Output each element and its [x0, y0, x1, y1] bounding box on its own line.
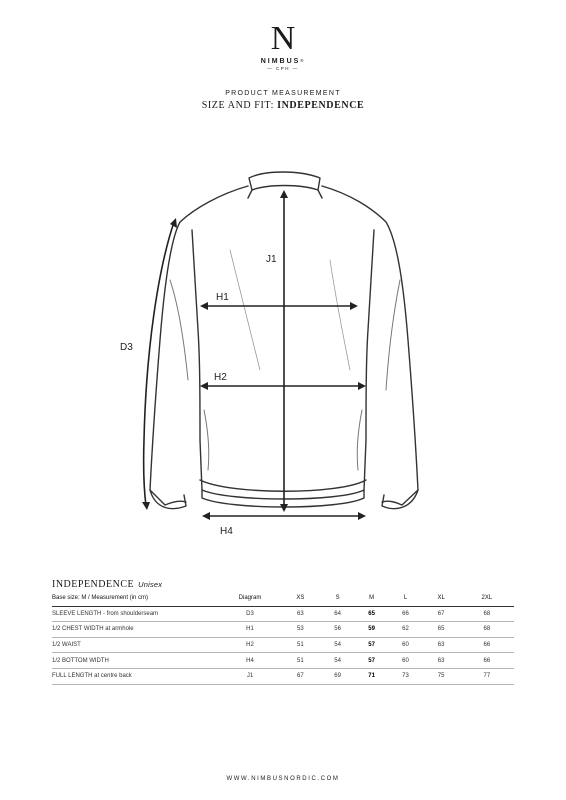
- row-label: 1/2 CHEST WIDTH at armhole: [52, 622, 220, 638]
- row-value: 68: [460, 622, 514, 638]
- size-table: [52, 591, 514, 685]
- size-header-2xl: 2XL: [460, 591, 514, 606]
- title-prefix: SIZE AND FIT:: [201, 100, 278, 111]
- row-value: 60: [389, 637, 423, 653]
- label-h1: H1: [216, 292, 229, 303]
- row-value: 69: [321, 668, 355, 684]
- table-header-row: [52, 591, 514, 606]
- row-value: 66: [460, 653, 514, 669]
- row-value: 63: [280, 606, 321, 622]
- table-row: [52, 606, 514, 622]
- row-value: 63: [422, 637, 459, 653]
- size-header-m: M: [355, 591, 389, 606]
- row-value: 60: [389, 653, 423, 669]
- size-header-s: S: [321, 591, 355, 606]
- row-value: 56: [321, 622, 355, 638]
- label-h2: H2: [214, 372, 227, 383]
- row-label: 1/2 BOTTOM WIDTH: [52, 653, 220, 669]
- footer-url: WWW.NIMBUSNORDIC.COM: [226, 776, 340, 782]
- row-value: 77: [460, 668, 514, 684]
- row-diagram-code: H1: [220, 622, 280, 638]
- row-value: 65: [422, 622, 459, 638]
- table-row: [52, 668, 514, 684]
- row-value: 62: [389, 622, 423, 638]
- row-value: 54: [321, 637, 355, 653]
- row-label: SLEEVE LENGTH - from shoulderseam: [52, 606, 220, 622]
- row-value: 51: [280, 637, 321, 653]
- label-j1: J1: [266, 254, 277, 265]
- row-value: 75: [422, 668, 459, 684]
- row-value: 57: [355, 637, 389, 653]
- row-diagram-code: H4: [220, 653, 280, 669]
- size-header-xl: XL: [422, 591, 459, 606]
- table-row: [52, 622, 514, 638]
- table-title: [52, 579, 162, 590]
- row-diagram-code: H2: [220, 637, 280, 653]
- title-product: INDEPENDENCE: [277, 100, 365, 111]
- row-value: 66: [389, 606, 423, 622]
- row-value: 54: [321, 653, 355, 669]
- row-value: 71: [355, 668, 389, 684]
- table-row: [52, 653, 514, 669]
- brand-name-text: NIMBUS: [260, 58, 301, 65]
- row-label: 1/2 WAIST: [52, 637, 220, 653]
- jacket-measurement-diagram: [100, 150, 460, 550]
- row-diagram-code: D3: [220, 606, 280, 622]
- base-size-note: Base size: M / Measurement (in cm): [52, 591, 220, 606]
- brand-name: [0, 58, 566, 65]
- table-product: INDEPENDENCE: [52, 579, 135, 590]
- row-value: 63: [422, 653, 459, 669]
- row-value: 67: [422, 606, 459, 622]
- table-row: [52, 637, 514, 653]
- row-diagram-code: J1: [220, 668, 280, 684]
- row-value: 66: [460, 637, 514, 653]
- logo-mark: N: [270, 20, 296, 57]
- label-h4: H4: [220, 526, 233, 537]
- row-label: FULL LENGTH at centre back: [52, 668, 220, 684]
- row-value: 67: [280, 668, 321, 684]
- page-subtitle: PRODUCT MEASUREMENT: [225, 90, 341, 97]
- label-d3: D3: [120, 342, 133, 353]
- size-header-l: L: [389, 591, 423, 606]
- table-fit: Unisex: [138, 580, 163, 589]
- row-value: 64: [321, 606, 355, 622]
- page-title: [0, 100, 566, 111]
- row-value: 51: [280, 653, 321, 669]
- row-value: 65: [355, 606, 389, 622]
- row-value: 53: [280, 622, 321, 638]
- diagram-header: Diagram: [220, 591, 280, 606]
- brand-reg: ®: [300, 58, 306, 63]
- measurement-arrows: [142, 190, 366, 520]
- row-value: 68: [460, 606, 514, 622]
- brand-sub: — CPH —: [267, 66, 299, 71]
- brand-logo: [0, 22, 566, 71]
- row-value: 57: [355, 653, 389, 669]
- size-header-xs: XS: [280, 591, 321, 606]
- row-value: 59: [355, 622, 389, 638]
- row-value: 73: [389, 668, 423, 684]
